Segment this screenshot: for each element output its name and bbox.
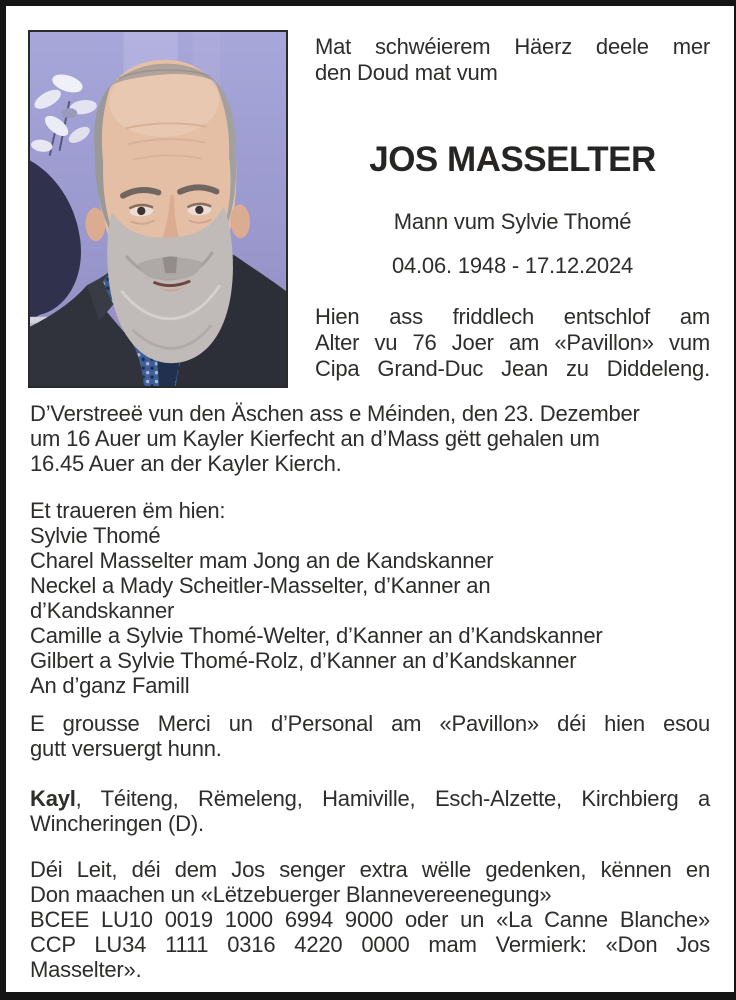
portrait-illustration — [30, 32, 286, 386]
mourner-line: An d’ganz Famill — [30, 673, 190, 698]
donation-line-3: BCEE LU10 0019 1000 6994 9000 oder un «La Canne Blanche» — [30, 907, 710, 932]
mourner-line: Camille a Sylvie Thomé-Welter, d’Kanner an d’Kandskanner — [30, 623, 603, 648]
mourner-line: Charel Masselter mam Jong an de Kandskanner — [30, 548, 494, 573]
donation-paragraph — [30, 857, 710, 982]
deceased-name: JOS MASSELTER — [369, 140, 656, 179]
funeral-line-2: um 16 Auer um Kayler Kierfecht an d’Mass gëtt gehalen um — [30, 426, 600, 451]
mourner-line: d’Kandskanner — [30, 598, 175, 623]
mourners-list — [30, 498, 710, 698]
mourner-line: Neckel a Mady Scheitler-Masselter, d’Kanner an — [30, 573, 491, 598]
thanks-line-1: E grousse Merci un d’Personal am «Pavillon» déi hien esou — [30, 711, 710, 736]
relation-line: Mann vum Sylvie Thomé — [393, 209, 632, 234]
thanks-line-2: gutt versuergt hunn. — [30, 736, 222, 761]
cities-line-1 — [30, 786, 710, 811]
death-paragraph — [315, 304, 710, 382]
mourner-line: Sylvie Thomé — [30, 523, 161, 548]
thanks-paragraph — [30, 711, 710, 761]
funeral-paragraph — [30, 401, 710, 476]
death-line-2: Alter vu 76 Joer am «Pavillon» vum — [315, 330, 710, 355]
intro-paragraph — [315, 34, 710, 86]
city-of-residence: Kayl — [30, 786, 76, 811]
donation-line-4: CCP LU34 1111 0316 4220 0000 mam Vermierk: «Don Jos — [30, 932, 710, 957]
deceased-photo — [28, 30, 288, 388]
donation-line-1: Déi Leit, déi dem Jos senger extra wëlle gedenken, kënnen en — [30, 857, 710, 882]
cities-line-2: Wincheringen (D). — [30, 811, 204, 836]
funeral-line-3: 16.45 Auer an der Kayler Kierch. — [30, 451, 342, 476]
donation-line-2: Don maachen un «Lëtzebuerger Blannevereenegung» — [30, 882, 552, 907]
funeral-line-1: D’Verstreeë vun den Äschen ass e Méinden, den 23. Dezember — [30, 401, 640, 426]
death-line-3: Cipa Grand-Duc Jean zu Diddeleng. — [315, 356, 710, 381]
donation-line-5: Masselter». — [30, 957, 142, 982]
cities-paragraph — [30, 786, 710, 836]
cities-rest: , Téiteng, Rëmeleng, Hamiville, Esch-Alzette, Kirchbierg a — [75, 786, 710, 811]
death-line-1: Hien ass friddlech entschlof am — [315, 304, 710, 329]
life-dates: 04.06. 1948 - 17.12.2024 — [391, 253, 634, 278]
mourners-title: Et traueren ëm hien: — [30, 498, 226, 523]
intro-line-1: Mat schwéierem Häerz deele mer — [315, 34, 710, 59]
mourner-line: Gilbert a Sylvie Thomé-Rolz, d’Kanner an d’Kandskanner — [30, 648, 577, 673]
intro-line-2: den Doud mat vum — [315, 60, 498, 85]
